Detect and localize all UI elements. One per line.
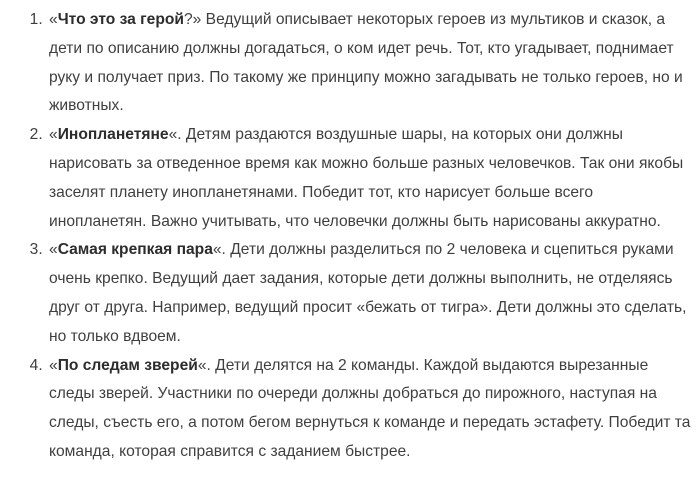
game-description: Детям раздаются воздушные шары, на которых они должны нарисовать за отведенное время как можно больше разных человечков. Так они якобы заселят планету инопланетянами. Победит тот, кто нарисует больше всего инопланетян. Важно учитывать, что человечки должны быть нарисованы аккуратно. xyxy=(49,126,684,230)
game-description: Дети должны разделиться по 2 человека и сцепиться руками очень крепко. Ведущий дает задания, которые дети должны выполнить, не отделяясь друг от друга. Например, ведущий просит «бежать от тигра». Дети должны это сделать, но только вдвоем. xyxy=(49,241,687,345)
close-quote: «. xyxy=(212,241,226,259)
close-quote: «. xyxy=(168,126,182,144)
game-description: Ведущий описывает некоторых героев из мультиков и сказок, а дети по описанию должны догадаться, о ком идет речь. Тот, кто угадывает, поднимает руку и получает приз. По такому же принципу можно загадывать не только героев, но и животных. xyxy=(49,11,683,115)
game-title: По следам зверей xyxy=(57,356,198,374)
open-quote: « xyxy=(49,356,58,374)
open-quote: « xyxy=(49,126,58,144)
list-item-game-2 xyxy=(47,121,692,236)
game-title: Самая крепкая пара xyxy=(57,241,213,259)
close-quote: ?» xyxy=(183,11,202,28)
list-item-game-1 xyxy=(47,6,692,121)
games-list xyxy=(0,6,692,467)
game-title: Что это за герой xyxy=(57,11,184,28)
game-description: Дети делятся на 2 команды. Каждой выдаются вырезанные следы зверей. Участники по очереди должны добраться до пирожного, наступая на следы, съесть его, а потом бегом вернуться к команде и передать эстафету. Победит та команда, которая справится с заданием быстрее. xyxy=(49,356,691,460)
open-quote: « xyxy=(49,241,58,259)
open-quote: « xyxy=(49,11,58,28)
list-item-game-4 xyxy=(47,352,692,467)
close-quote: «. xyxy=(197,356,211,374)
list-item-game-3 xyxy=(47,236,692,351)
game-title: Инопланетяне xyxy=(57,126,169,144)
